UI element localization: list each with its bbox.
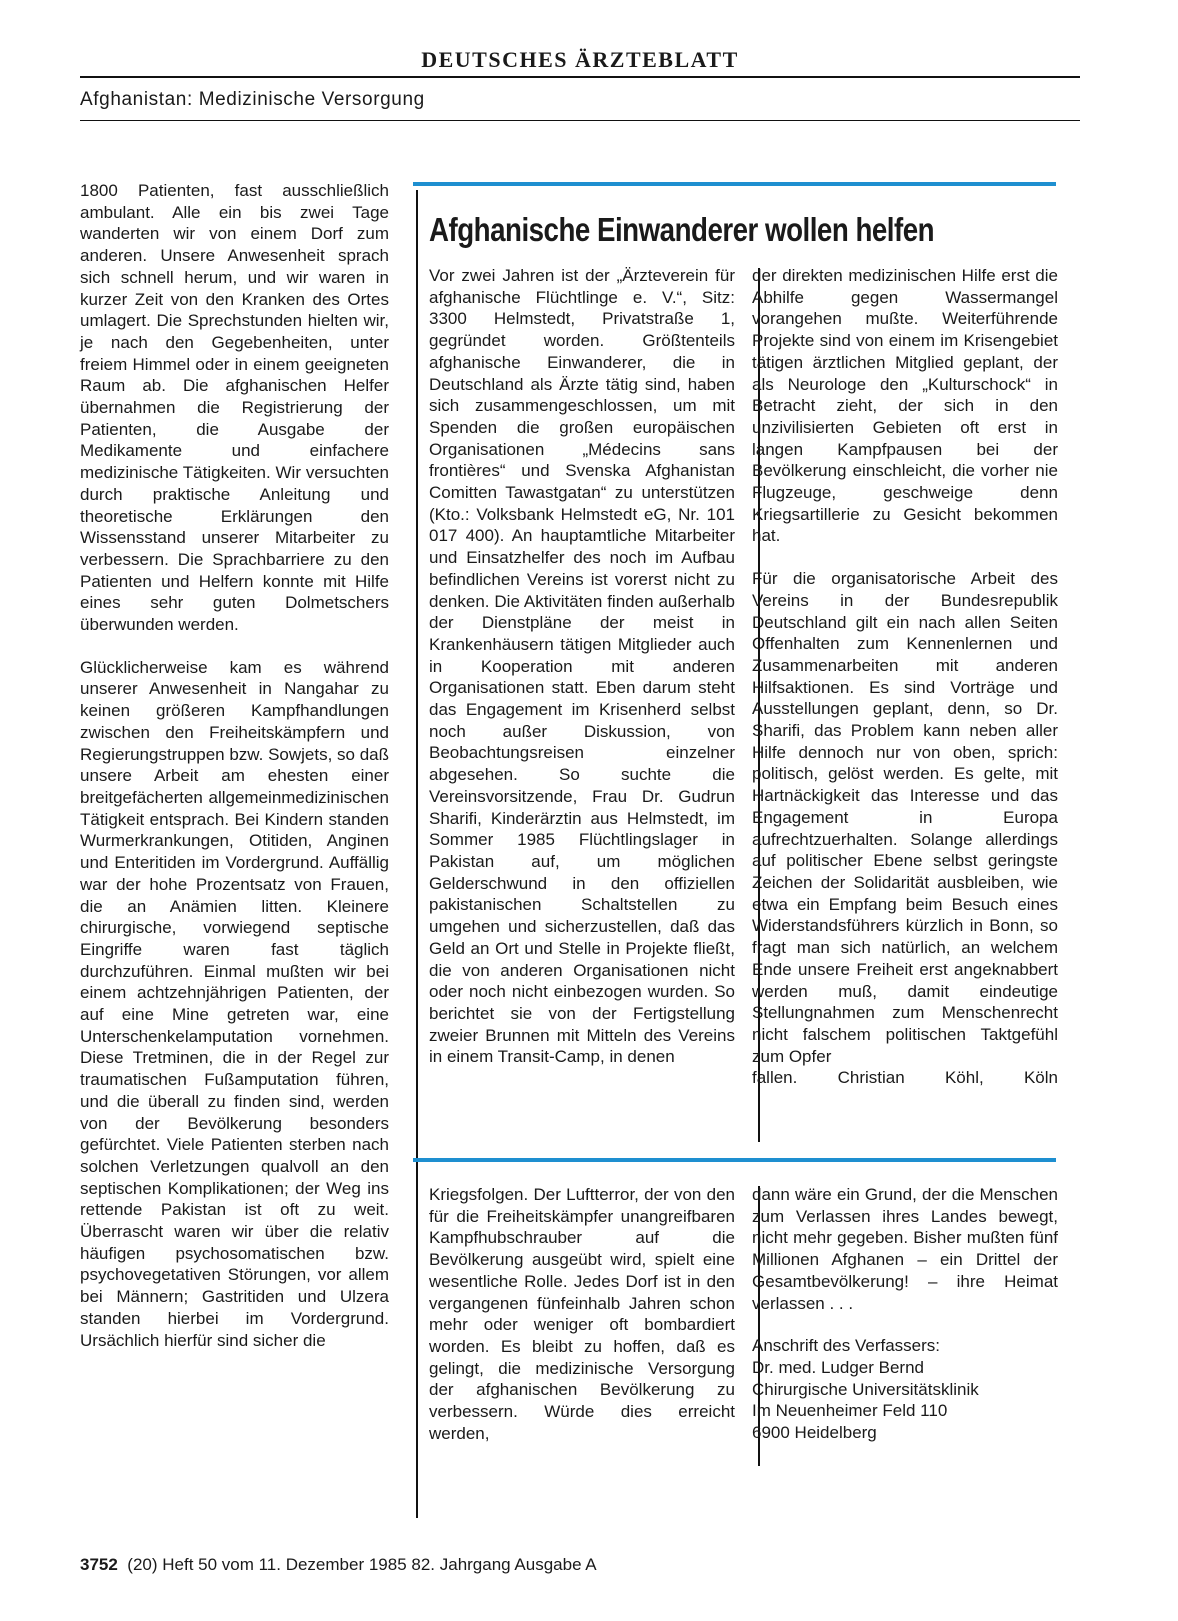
box-paragraph-3-text: Für die organisatorische Arbeit des Vereins in der Bundesrepublik Deutschland gilt ein nach allen Seiten Offenhalten zum Kennenlernen und Zusammenarbeiten mit anderen Hilfsaktionen. Es sind Vorträge und Ausstellungen geplant, denn, so Dr. Sharifi, das Problem kann neben aller Hilfe dennoch nur von oben, sprich: politisch, gelöst werden. Es gelte, mit Hartnäckigkeit das Interesse und das Engagement in Europa aufrechtzuerhalten. Solange allerdings auf politischer Ebene selbst geringste Zeichen der Solidarität ausbleiben, wie etwa ein Empfang beim Besuch eines Widerstandsführers kürzlich in Bonn, so fragt man sich natürlich, an welchem Ende unsere Freiheit erst angeknabbert werden muß, damit eindeutige Stellungnahmen zum Menschenrecht nicht falschem politischen Taktgefühl zum Opfer	[752, 569, 1058, 1066]
box-paragraph-3	[752, 568, 1058, 1089]
page-footer	[80, 1554, 597, 1576]
section-title: Afghanistan: Medizinische Versorgung	[80, 89, 425, 110]
section-rule	[80, 120, 1080, 121]
box-column-1	[429, 265, 735, 1068]
box-headline: Afghanische Einwanderer wollen helfen	[429, 211, 935, 248]
box-top-rule	[413, 182, 1056, 186]
box-paragraph-2: der direkten medizinischen Hilfe erst die Abhilfe gegen Wassermangel vorangehen mußte. Weiterführende Projekte sind von einem im Krisengebiet tätigen ärztlichen Mitglied geplant, der als Neurologe den „Kulturschock“ in Betracht zieht, der sich in den unzivilisierten Gebieten oft erst in langen Kampfpausen bei der Bevölkerung einschleicht, die vorher nie Flugzeuge, geschweige denn Kriegsartillerie zu Gesicht bekommen hat.	[752, 266, 1058, 546]
issue-info: (20) Heft 50 vom 11. Dezember 1985 82. Jahrgang Ausgabe A	[127, 1555, 597, 1574]
continuation-middle-text: Kriegsfolgen. Der Luftterror, der von den für die Freiheitskämpfer unangreifbaren Kampfhubschrauber auf die Bevölkerung ausgeübt wird, spielt eine wesentliche Rolle. Jedes Dorf ist in den vergangenen fünfeinhalb Jahren schon mehr oder weniger oft bombardiert worden. Es bleibt zu hoffen, daß es gelingt, die medizinische Versorgung der afghanischen Bevölkerung zu verbessern. Würde dies erreicht werden,	[429, 1185, 735, 1443]
continuation-right	[752, 1184, 1058, 1444]
author-address	[752, 1335, 1058, 1444]
box-paragraph-1: Vor zwei Jahren ist der „Ärzteverein für afghanische Flüchtlinge e. V.“, Sitz: 3300 Helmstedt, Privatstraße 1, gegründet worden. Größtenteils afghanische Einwanderer, die in Deutschland als Ärzte tätig sind, haben sich zusammengeschlossen, um mit Spenden die großen europäischen Organisationen „Médecins sans frontières“ und Svenska Afghanistan Comitten Tawastgatan“ zu unterstützen (Kto.: Volksbank Helmstedt eG, Nr. 101 017 400). An hauptamtliche Mitarbeiter und Einsatzhelfer des noch im Aufbau befindlichen Vereins ist vorerst nicht zu denken. Die Aktivitäten finden außerhalb der Dienstpläne der meist in Krankenhäusern tätigen Mitglieder auch in Kooperation mit anderen Organisationen statt. Eben darum steht das Engagement im Krisenherd selbst noch außer Diskussion, von Beobachtungsreisen einzelner abgesehen. So suchte die Vereinsvorsitzende, Frau Dr. Gudrun Sharifi, Kinderärztin aus Helmstedt, im Sommer 1985 Flüchtlingslager in Pakistan auf, um möglichen Gelderschwund in den offiziellen pakistanischen Schaltstellen zu umgehen und sicherzustellen, daß das Geld an Ort und Stelle in Projekte fließt, die von anderen Organisationen nicht oder noch nicht einbezogen wurden. So berichtet sie von der Fertigstellung zweier Brunnen mit Mitteln des Vereins in einem Transit-Camp, in denen	[429, 266, 735, 1067]
column-divider	[416, 190, 418, 1518]
address-name: Dr. med. Ludger Bernd	[752, 1357, 924, 1377]
continuation-middle	[429, 1184, 735, 1444]
left-column	[80, 180, 389, 1351]
box-bottom-rule	[413, 1158, 1056, 1162]
page-number: 3752	[80, 1555, 118, 1574]
article-author: Christian Köhl, Köln	[837, 1068, 1058, 1088]
masthead: DEUTSCHES ÄRZTEBLATT	[421, 47, 739, 72]
address-city: 6900 Heidelberg	[752, 1423, 877, 1443]
continuation-right-text: dann wäre ein Grund, der die Menschen zum Verlassen ihres Landes bewegt, nicht mehr gegeben. Bisher mußten fünf Millionen Afghanen – ein Drittel der Gesamtbevölkerung! – ihre Heimat verlassen . . .	[752, 1185, 1058, 1313]
address-clinic: Chirurgische Universitätsklinik	[752, 1379, 979, 1399]
address-street: Im Neuenheimer Feld 110	[752, 1401, 948, 1421]
signature-line	[752, 1067, 1058, 1089]
signature-lead: fallen.	[752, 1068, 798, 1088]
left-paragraph-2: Glücklicherweise kam es während unserer Anwesenheit in Nangahar zu keinen größeren Kampfhandlungen zwischen den Freiheitskämpfern und Regierungstruppen bzw. Sowjets, so daß unsere Arbeit am ehesten einer breitgefächerten allgemeinmedizinischen Tätigkeit entsprach. Bei Kindern standen Wurmerkrankungen, Otitiden, Anginen und Enteritiden im Vordergrund. Auffällig war der hohe Prozentsatz von Frauen, die an Anämien litten. Kleinere chirurgische, vorwiegend septische Eingriffe waren fast täglich durchzuführen. Einmal mußten wir bei einem achtzehnjährigen Patienten, der auf eine Mine getreten war, eine Unterschenkelamputation vornehmen. Diese Tretminen, die in der Regel zur traumatischen Fußamputation führen, und die überall zu finden sind, werden von der Bevölkerung besonders gefürchtet. Viele Patienten sterben nach solchen Verletzungen qualvoll an den septischen Komplikationen; der Weg ins rettende Pakistan ist oft zu weit. Überrascht waren wir über die relativ häufigen psychosomatischen bzw. psychovegetativen Störungen, vor allem bei Männern; Gastritiden und Ulzera standen hierbei im Vordergrund. Ursächlich hierfür sind sicher die	[80, 657, 390, 1350]
left-paragraph-1: 1800 Patienten, fast ausschließlich ambulant. Alle ein bis zwei Tage wanderten wir von einem Dorf zum anderen. Unsere Anwesenheit sprach sich schnell herum, und wir waren in kurzer Zeit von den Kranken des Ortes umlagert. Die Sprechstunden hielten wir, je nach den Gegebenheiten, unter freiem Himmel oder in einem geeigneten Raum ab. Die afghanischen Helfer übernahmen die Registrierung der Patienten, die Ausgabe der Medikamente und einfachere medizinische Tätigkeiten. Wir versuchten durch praktische Anleitung und theoretische Erklärungen den Wissensstand unserer Mitarbeiter zu verbessern. Die Sprachbarriere zu den Patienten und Helfern konnte mit Hilfe eines sehr guten Dolmetschers überwunden werden.	[80, 181, 389, 635]
box-column-2	[752, 265, 1058, 1089]
masthead-rule	[80, 76, 1080, 78]
address-label: Anschrift des Verfassers:	[752, 1336, 941, 1356]
